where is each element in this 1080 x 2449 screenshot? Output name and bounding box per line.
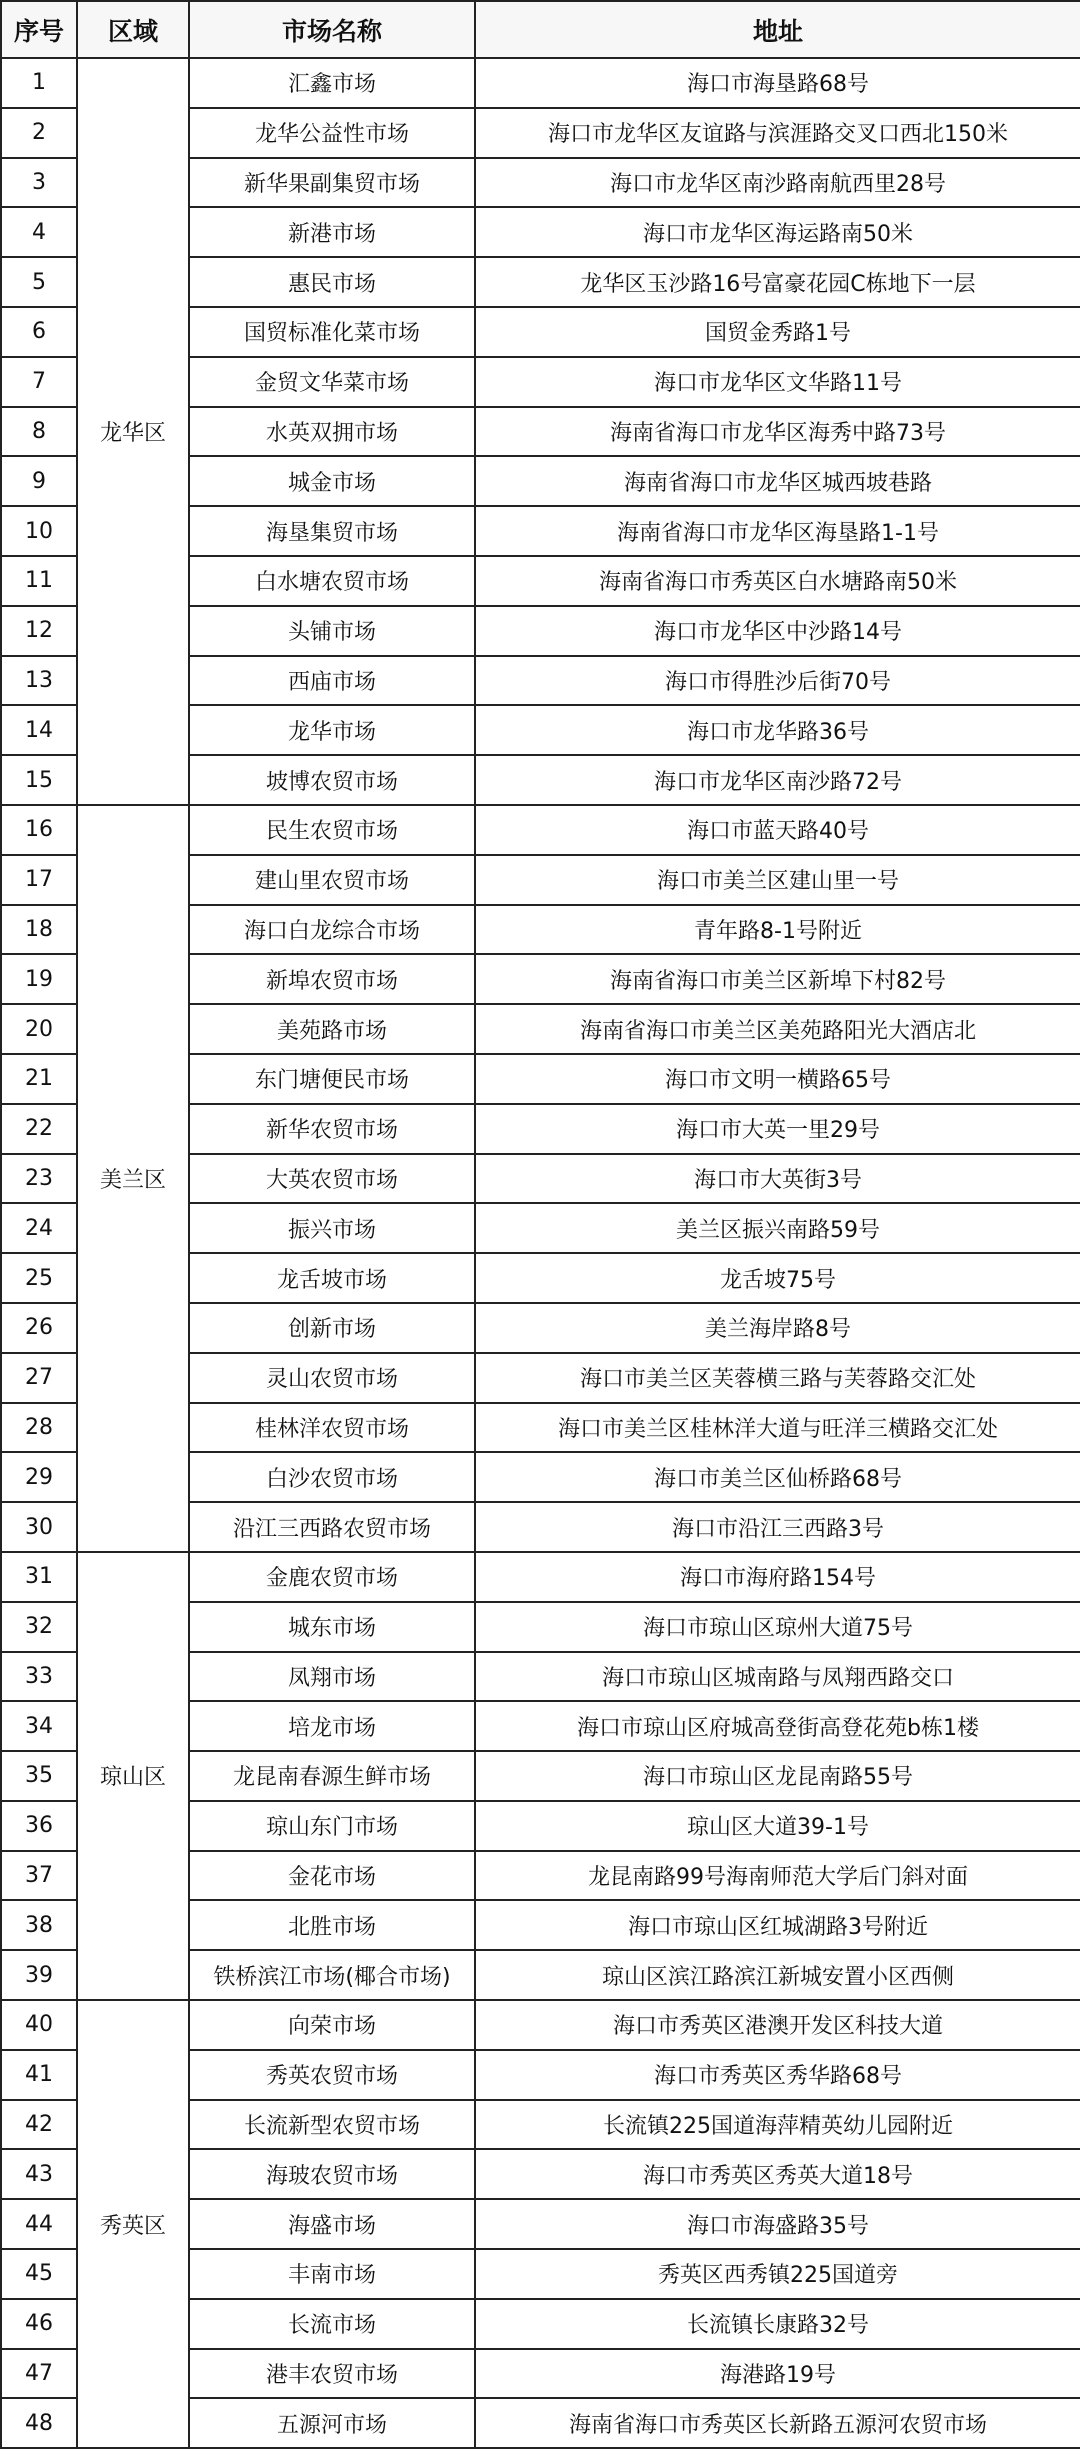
cell-no: 24: [1, 1203, 77, 1253]
cell-address: 海口市海府路154号: [475, 1552, 1080, 1602]
cell-market-name: 秀英农贸市场: [189, 2050, 475, 2100]
cell-market-name: 龙华公益性市场: [189, 108, 475, 158]
cell-no: 31: [1, 1552, 77, 1602]
cell-district: 龙华区: [77, 58, 189, 805]
cell-no: 40: [1, 2000, 77, 2050]
cell-address: 海口市秀英区秀英大道18号: [475, 2149, 1080, 2199]
cell-market-name: 西庙市场: [189, 656, 475, 706]
cell-market-name: 向荣市场: [189, 2000, 475, 2050]
header-district: 区域: [77, 1, 189, 58]
cell-address: 海口市文明一横路65号: [475, 1054, 1080, 1104]
table-row: [1, 805, 1080, 855]
cell-market-name: 新华果副集贸市场: [189, 158, 475, 208]
cell-market-name: 新华农贸市场: [189, 1104, 475, 1154]
cell-market-name: 白沙农贸市场: [189, 1452, 475, 1502]
cell-no: 12: [1, 606, 77, 656]
cell-address: 海南省海口市秀英区白水塘路南50米: [475, 556, 1080, 606]
cell-no: 14: [1, 705, 77, 755]
cell-address: 长流镇长康路32号: [475, 2299, 1080, 2349]
table-header: [1, 1, 1080, 58]
cell-no: 26: [1, 1303, 77, 1353]
cell-no: 28: [1, 1403, 77, 1453]
cell-no: 42: [1, 2100, 77, 2150]
cell-no: 33: [1, 1652, 77, 1702]
cell-no: 25: [1, 1253, 77, 1303]
cell-market-name: 新埠农贸市场: [189, 954, 475, 1004]
cell-market-name: 培龙市场: [189, 1701, 475, 1751]
cell-address: 海口市美兰区仙桥路68号: [475, 1452, 1080, 1502]
cell-address: 海口市美兰区芙蓉横三路与芙蓉路交汇处: [475, 1353, 1080, 1403]
cell-address: 美兰海岸路8号: [475, 1303, 1080, 1353]
cell-address: 海口市龙华区友谊路与滨涯路交叉口西北150米: [475, 108, 1080, 158]
cell-market-name: 民生农贸市场: [189, 805, 475, 855]
header-name: 市场名称: [189, 1, 475, 58]
cell-address: 海口市大英街3号: [475, 1154, 1080, 1204]
cell-address: 海口市龙华区文华路11号: [475, 357, 1080, 407]
cell-district: 美兰区: [77, 805, 189, 1552]
cell-address: 海口市海垦路68号: [475, 58, 1080, 108]
cell-district: 琼山区: [77, 1552, 189, 2000]
cell-no: 19: [1, 954, 77, 1004]
cell-market-name: 城金市场: [189, 456, 475, 506]
cell-address: 海港路19号: [475, 2349, 1080, 2399]
cell-address: 青年路8-1号附近: [475, 905, 1080, 955]
cell-market-name: 坡博农贸市场: [189, 755, 475, 805]
cell-market-name: 国贸标准化菜市场: [189, 307, 475, 357]
cell-market-name: 汇鑫市场: [189, 58, 475, 108]
cell-no: 5: [1, 257, 77, 307]
cell-market-name: 建山里农贸市场: [189, 855, 475, 905]
cell-market-name: 桂林洋农贸市场: [189, 1403, 475, 1453]
cell-address: 海南省海口市美兰区美苑路阳光大酒店北: [475, 1004, 1080, 1054]
cell-market-name: 沿江三西路农贸市场: [189, 1502, 475, 1552]
cell-address: 海南省海口市龙华区海秀中路73号: [475, 407, 1080, 457]
cell-address: 龙华区玉沙路16号富豪花园C栋地下一层: [475, 257, 1080, 307]
cell-no: 48: [1, 2398, 77, 2448]
cell-no: 15: [1, 755, 77, 805]
cell-address: 海口市龙华区中沙路14号: [475, 606, 1080, 656]
cell-address: 海口市大英一里29号: [475, 1104, 1080, 1154]
table-row: [1, 2000, 1080, 2050]
cell-market-name: 海垦集贸市场: [189, 506, 475, 556]
cell-address: 海南省海口市龙华区海垦路1-1号: [475, 506, 1080, 556]
cell-no: 1: [1, 58, 77, 108]
cell-address: 海口市琼山区红城湖路3号附近: [475, 1900, 1080, 1950]
header-address: 地址: [475, 1, 1080, 58]
cell-market-name: 龙华市场: [189, 705, 475, 755]
cell-no: 45: [1, 2249, 77, 2299]
cell-no: 2: [1, 108, 77, 158]
cell-no: 43: [1, 2149, 77, 2199]
cell-district: 秀英区: [77, 2000, 189, 2448]
cell-address: 海口市沿江三西路3号: [475, 1502, 1080, 1552]
cell-no: 21: [1, 1054, 77, 1104]
cell-market-name: 金贸文华菜市场: [189, 357, 475, 407]
cell-no: 29: [1, 1452, 77, 1502]
cell-market-name: 长流市场: [189, 2299, 475, 2349]
cell-address: 海口市美兰区桂林洋大道与旺洋三横路交汇处: [475, 1403, 1080, 1453]
cell-address: 秀英区西秀镇225国道旁: [475, 2249, 1080, 2299]
cell-address: 海口市琼山区龙昆南路55号: [475, 1751, 1080, 1801]
cell-address: 长流镇225国道海萍精英幼儿园附近: [475, 2100, 1080, 2150]
cell-market-name: 头铺市场: [189, 606, 475, 656]
cell-address: 海口市龙华区海运路南50米: [475, 207, 1080, 257]
cell-no: 3: [1, 158, 77, 208]
cell-no: 16: [1, 805, 77, 855]
cell-address: 海口市龙华路36号: [475, 705, 1080, 755]
cell-market-name: 新港市场: [189, 207, 475, 257]
cell-address: 海南省海口市秀英区长新路五源河农贸市场: [475, 2398, 1080, 2448]
cell-market-name: 五源河市场: [189, 2398, 475, 2448]
cell-address: 海口市秀英区港澳开发区科技大道: [475, 2000, 1080, 2050]
cell-no: 41: [1, 2050, 77, 2100]
cell-address: 龙昆南路99号海南师范大学后门斜对面: [475, 1851, 1080, 1901]
cell-address: 琼山区滨江路滨江新城安置小区西侧: [475, 1950, 1080, 2000]
cell-market-name: 惠民市场: [189, 257, 475, 307]
cell-market-name: 创新市场: [189, 1303, 475, 1353]
cell-address: 海南省海口市美兰区新埠下村82号: [475, 954, 1080, 1004]
cell-no: 38: [1, 1900, 77, 1950]
cell-no: 35: [1, 1751, 77, 1801]
cell-no: 23: [1, 1154, 77, 1204]
cell-market-name: 东门塘便民市场: [189, 1054, 475, 1104]
cell-market-name: 龙昆南春源生鲜市场: [189, 1751, 475, 1801]
table-body: [1, 58, 1080, 2448]
cell-market-name: 铁桥滨江市场(椰合市场): [189, 1950, 475, 2000]
cell-address: 海口市秀英区秀华路68号: [475, 2050, 1080, 2100]
cell-market-name: 海口白龙综合市场: [189, 905, 475, 955]
cell-address: 海南省海口市龙华区城西坡巷路: [475, 456, 1080, 506]
cell-no: 18: [1, 905, 77, 955]
cell-market-name: 金鹿农贸市场: [189, 1552, 475, 1602]
cell-market-name: 白水塘农贸市场: [189, 556, 475, 606]
table-row: [1, 1552, 1080, 1602]
cell-market-name: 长流新型农贸市场: [189, 2100, 475, 2150]
cell-no: 11: [1, 556, 77, 606]
cell-no: 30: [1, 1502, 77, 1552]
cell-market-name: 龙舌坡市场: [189, 1253, 475, 1303]
cell-market-name: 大英农贸市场: [189, 1154, 475, 1204]
cell-address: 海口市龙华区南沙路南航西里28号: [475, 158, 1080, 208]
cell-no: 37: [1, 1851, 77, 1901]
cell-address: 国贸金秀路1号: [475, 307, 1080, 357]
cell-market-name: 港丰农贸市场: [189, 2349, 475, 2399]
cell-address: 海口市得胜沙后街70号: [475, 656, 1080, 706]
cell-no: 22: [1, 1104, 77, 1154]
cell-address: 海口市海盛路35号: [475, 2199, 1080, 2249]
cell-address: 海口市琼山区府城高登街高登花苑b栋1楼: [475, 1701, 1080, 1751]
cell-no: 44: [1, 2199, 77, 2249]
cell-address: 龙舌坡75号: [475, 1253, 1080, 1303]
cell-market-name: 北胜市场: [189, 1900, 475, 1950]
header-no: 序号: [1, 1, 77, 58]
cell-address: 琼山区大道39-1号: [475, 1801, 1080, 1851]
cell-no: 7: [1, 357, 77, 407]
table-row: [1, 58, 1080, 108]
cell-no: 39: [1, 1950, 77, 2000]
cell-market-name: 海盛市场: [189, 2199, 475, 2249]
cell-no: 20: [1, 1004, 77, 1054]
header-row: [1, 1, 1080, 58]
cell-no: 13: [1, 656, 77, 706]
cell-market-name: 海玻农贸市场: [189, 2149, 475, 2199]
cell-no: 46: [1, 2299, 77, 2349]
cell-market-name: 水英双拥市场: [189, 407, 475, 457]
cell-market-name: 城东市场: [189, 1602, 475, 1652]
cell-no: 27: [1, 1353, 77, 1403]
cell-address: 海口市美兰区建山里一号: [475, 855, 1080, 905]
cell-no: 4: [1, 207, 77, 257]
cell-address: 海口市龙华区南沙路72号: [475, 755, 1080, 805]
cell-no: 8: [1, 407, 77, 457]
cell-address: 美兰区振兴南路59号: [475, 1203, 1080, 1253]
cell-no: 10: [1, 506, 77, 556]
cell-address: 海口市琼山区城南路与凤翔西路交口: [475, 1652, 1080, 1702]
cell-market-name: 丰南市场: [189, 2249, 475, 2299]
cell-address: 海口市蓝天路40号: [475, 805, 1080, 855]
cell-no: 36: [1, 1801, 77, 1851]
cell-market-name: 美苑路市场: [189, 1004, 475, 1054]
cell-address: 海口市琼山区琼州大道75号: [475, 1602, 1080, 1652]
cell-market-name: 灵山农贸市场: [189, 1353, 475, 1403]
cell-no: 6: [1, 307, 77, 357]
cell-market-name: 凤翔市场: [189, 1652, 475, 1702]
cell-no: 9: [1, 456, 77, 506]
cell-no: 34: [1, 1701, 77, 1751]
cell-market-name: 振兴市场: [189, 1203, 475, 1253]
cell-market-name: 金花市场: [189, 1851, 475, 1901]
cell-no: 32: [1, 1602, 77, 1652]
cell-market-name: 琼山东门市场: [189, 1801, 475, 1851]
cell-no: 17: [1, 855, 77, 905]
cell-no: 47: [1, 2349, 77, 2399]
